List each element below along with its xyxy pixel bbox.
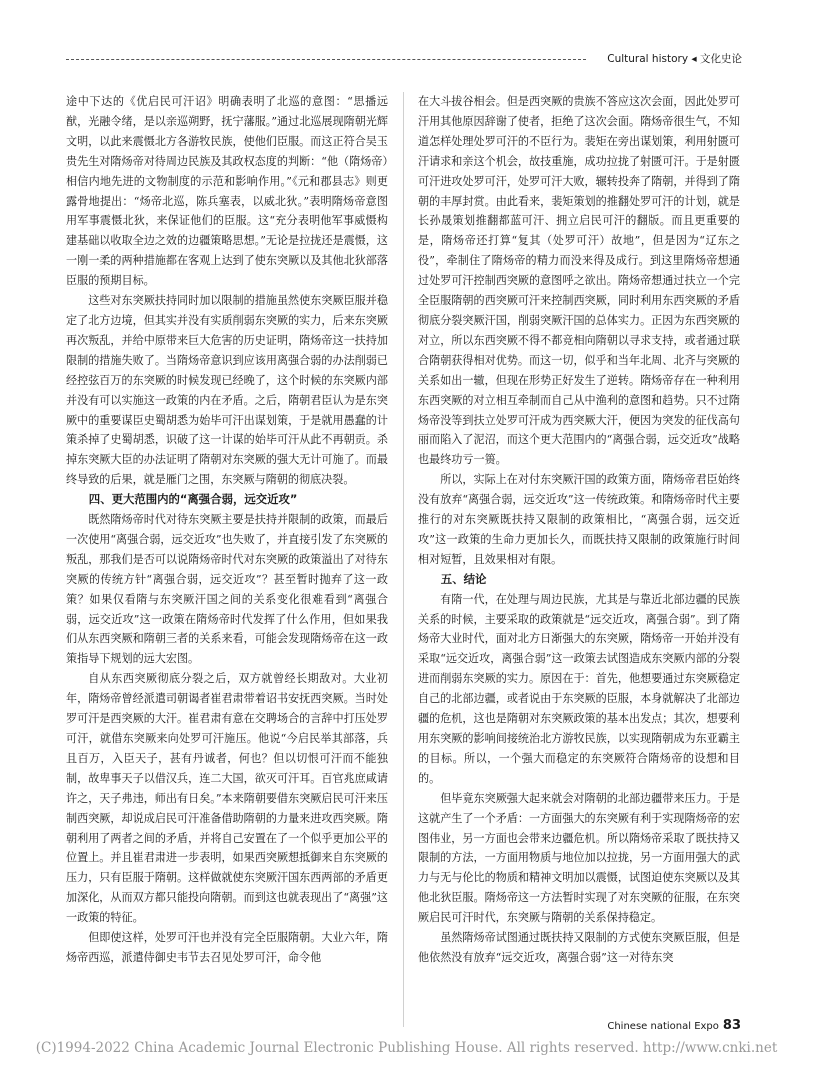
body-paragraph: 有隋一代，在处理与周边民族，尤其是与靠近北部边疆的民族关系的时候，主要采取的政策就是“远交近攻，离强合弱”。到了隋炀帝大业时代，面对北方日渐强大的东突厥，隋炀帝一开始并没有采取“远交近攻，离强合弱”这一政策去试图造成东突厥内部的分裂进而削弱东突厥的实力。原因在于：首先，他想要通过东突厥稳定自己的北部边疆，或者说由于东突厥的臣服，本身就解决了北部边疆的危机，这也是隋朝对东突厥政策的基本出发点；其次，想要利用东突厥的影响间接统治北方游牧民族，以实现隋朝成为东亚霸主的目标。所以，一个强大而稳定的东突厥符合隋炀帝的设想和目的。 [418, 592, 740, 785]
journal-name: Chinese national Expo [607, 1021, 719, 1032]
section-title: Cultural history ◂ 文化史论 [601, 51, 742, 66]
right-column [418, 92, 740, 1032]
body-paragraph: 但即使这样，处罗可汗也并没有完全臣服隋朝。大业六年，隋炀帝西巡，派遣侍御史韦节去召见处罗可汗，命令他 [66, 931, 388, 964]
page-footer [607, 1018, 741, 1033]
column-divider [403, 92, 404, 1027]
body-paragraph: 所以，实际上在对付东突厥汗国的政策方面，隋炀帝君臣始终没有放弃“离强合弱，远交近攻”这一传统政策。和隋炀帝时代主要推行的对东突厥既扶持又限制的政策相比，“离强合弱，远交近攻”这一政策的生命力更加长久，而既扶持又限制的政策施行时间相对短暂，且效果相对有限。 [418, 473, 740, 566]
body-paragraph: 虽然隋炀帝试图通过既扶持又限制的方式使东突厥臣服，但是他依然没有放弃“远交近攻，离强合弱”这一对待东突 [418, 931, 740, 964]
body-paragraph: 这些对东突厥扶持同时加以限制的措施虽然使东突厥臣服并稳定了北方边境，但其实并没有实质削弱东突厥的实力，后来东突厥再次叛乱，并给中原带来巨大危害的历史证明，隋炀帝这一扶持加限制的措施失败了。当隋炀帝意识到应该用离强合弱的办法削弱已经控弦百万的东突厥的时候发现已经晚了，这个时候的东突厥内部并没有可以实施这一政策的内在矛盾。之后，隋朝君臣认为是东突厥中的重要谋臣史蜀胡悉为始毕可汗出谋划策，于是就用愚蠢的计策杀掉了史蜀胡悉，识破了这一计谋的始毕可汗从此不再朝贡。杀掉东突厥大臣的办法证明了隋朝对东突厥的强大无计可施了。而最终导致的后果，就是雁门之围，东突厥与隋朝的彻底决裂。 [66, 294, 388, 487]
running-header [66, 50, 742, 70]
left-column [66, 92, 388, 1032]
body-paragraph: 途中下达的《优启民可汗诏》明确表明了北巡的意图：“思播远猷，光融令绪，是以亲巡朔野，抚宁藩服。”通过北巡展现隋朝光辉文明，以此来震慑北方各游牧民族，使他们臣服。而这正符合吴玉贵先生对隋炀帝对待周边民族及其政权态度的判断：“他（隋炀帝）相信内地先进的文物制度的示范和影响作用。”《元和郡县志》则更露骨地提出：“炀帝北巡，陈兵塞表，以威北狄。”表明隋炀帝意图用军事震慑北狄，来保证他们的臣服。这“充分表明他军事威慑构建基础以收取全边之效的边疆策略思想。”无论是拉拢还是震慑，这一刚一柔的两种措施都在客观上达到了使东突厥以及其他北狄部落臣服的预期目标。 [66, 95, 388, 288]
body-paragraph: 既然隋炀帝时代对待东突厥主要是扶持并限制的政策，而最后一次使用“离强合弱，远交近攻”也失败了，并直接引发了东突厥的叛乱，那我们是否可以说隋炀帝时代对东突厥的政策溢出了对待东突厥的传统方针“离强合弱，远交近攻”？甚至暂时抛弃了这一政策？如果仅看隋与东突厥汗国之间的关系变化很难看到“离强合弱，远交近攻”这一政策在隋炀帝时代发挥了什么作用，但如果我们从东西突厥和隋朝三者的关系来看，可能会发现隋炀帝在这一政策指导下规划的远大宏图。 [66, 513, 388, 666]
header-rule [66, 59, 586, 60]
body-paragraph: 自从东西突厥彻底分裂之后，双方就曾经长期敌对。大业初年，隋炀帝曾经派遣司朝谒者崔君肃带着诏书安抚西突厥。当时处罗可汗是西突厥的大汗。崔君肃有意在交聘场合的言辞中打压处罗可汗，就借东突厥来向处罗可汗施压。他说“今启民举其部落，兵且百万，入臣天子，甚有丹诚者，何也？但以切恨可汗而不能独制，故卑事天子以借汉兵，连二大国，欲灭可汗耳。百官兆庶咸请许之，天子弗违，师出有日矣。”本来隋朝要借东突厥启民可汗来压制西突厥，却说成启民可汗准备借助隋朝的力量来进攻西突厥。隋朝利用了两者之间的矛盾，并将自己安置在了一个似乎更加公平的位置上。并且崔君肃进一步表明，如果西突厥想抵御来自东突厥的压力，只有臣服于隋朝。这样做就使东突厥汗国东西两部的矛盾更加深化，从而双方都只能投向隋朝。而到这也就表现出了“离强”这一政策的特征。 [66, 672, 388, 925]
copyright-notice: (C)1994-2022 China Academic Journal Electronic Publishing House. All rights reserved. http://www.cnki.net [35, 1040, 778, 1056]
section-heading: 五、结论 [440, 571, 487, 586]
body-paragraph: 但毕竟东突厥强大起来就会对隋朝的北部边疆带来压力。于是这就产生了一个矛盾：一方面强大的东突厥有利于实现隋炀帝的宏图伟业，另一方面也会带来边疆危机。所以隋炀帝采取了既扶持又限制的方法，一方面用物质与地位加以拉拢，另一方面用强大的武力与无与伦比的物质和精神文明加以震慑，试图迫使东突厥以及其他北狄臣服。隋炀帝这一方法暂时实现了对东突厥的征服，在东突厥启民可汗时代，东突厥与隋朝的关系保持稳定。 [418, 791, 740, 925]
page-number: 83 [722, 1018, 741, 1033]
body-paragraph: 在大斗拔谷相会。但是西突厥的贵族不答应这次会面，因此处罗可汗用其他原因辞谢了使者，拒绝了这次会面。隋炀帝很生气，不知道怎样处理处罗可汗的不臣行为。裴矩在旁出谋划策，利用射匮可汗请求和亲这个机会，故技重施，成功拉拢了射匮可汗。于是射匮可汗进攻处罗可汗，处罗可汗大败，辗转投奔了隋朝，并得到了隋朝的丰厚封赏。由此看来，裴矩策划的推翻处罗可汗的计划，就是长孙晟策划推翻都蓝可汗、拥立启民可汗的翻版。而且更重要的是，隋炀帝还打算“复其（处罗可汗）故地”，但是因为“辽东之役”，牵制住了隋炀帝的精力而没来得及成行。到这里隋炀帝想通过处罗可汗控制西突厥的意图呼之欲出。隋炀帝想通过扶立一个完全臣服隋朝的西突厥可汗来控制西突厥，同时利用东西突厥的矛盾彻底分裂突厥汗国，削弱突厥汗国的总体实力。正因为东西突厥的对立，所以东西突厥不得不都竞相向隋朝以寻求支持，或者通过联合隋朝获得相对优势。而这一切，似乎和当年北周、北齐与突厥的关系如出一辙，但现在形势正好发生了逆转。隋炀帝存在一种利用东西突厥的对立相互牵制而自己从中渔利的意图和趋势。只不过隋炀帝没等到扶立处罗可汗成为西突厥大汗，便因为突发的征伐高句丽而陷入了泥沼，而这个更大范围内的“离强合弱，远交近攻”战略也最终功亏一篑。 [418, 95, 740, 467]
section-heading: 四、更大范围内的“离强合弱，远交近攻” [88, 492, 298, 507]
